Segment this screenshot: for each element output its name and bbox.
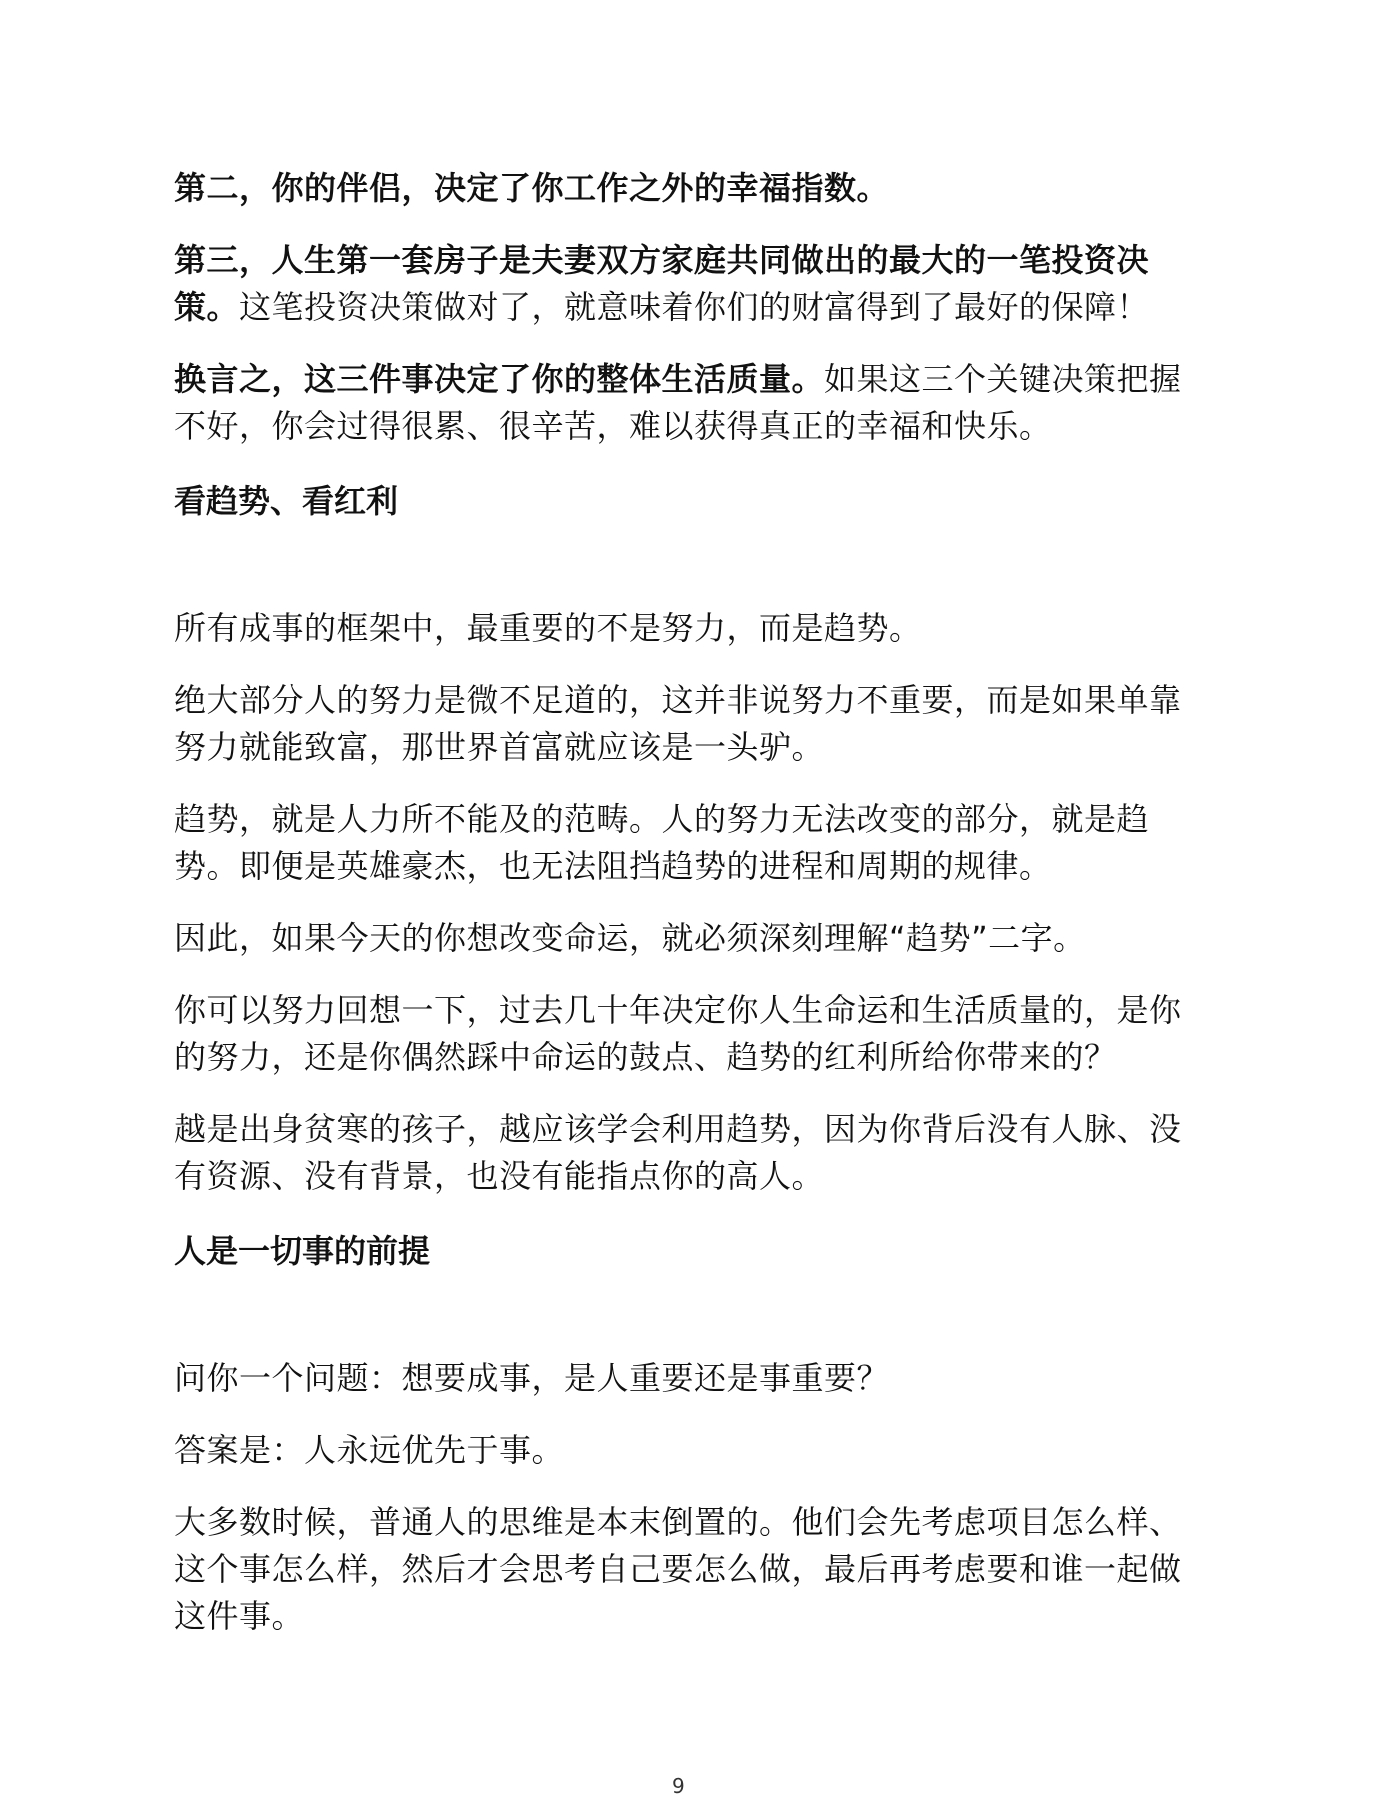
people-paragraph-3: 大多数时候，普通人的思维是本末倒置的。他们会先考虑项目怎么样、这个事怎么样，然后才会思考自己要怎么做，最后再考虑要和谁一起做这件事。 bbox=[174, 1503, 1182, 1635]
page-number: 9 bbox=[672, 1774, 685, 1798]
trend-paragraph-1: 所有成事的框架中，最重要的不是努力，而是趋势。 bbox=[174, 609, 922, 647]
paragraph-partner-bold: 第二，你的伴侣，决定了你工作之外的幸福指数。 bbox=[174, 169, 890, 207]
section-heading-trend: 看趋势、看红利 bbox=[174, 482, 399, 520]
section-heading-people: 人是一切事的前提 bbox=[174, 1232, 431, 1270]
trend-paragraph-6: 越是出身贫寒的孩子，越应该学会利用趋势，因为你背后没有人脉、没有资源、没有背景，也没有能指点你的高人。 bbox=[174, 1110, 1182, 1195]
paragraph-house-bold: 第三，人生第一套房子是夫妻双方家庭共同做出的最大的一笔投资决策。 bbox=[174, 241, 1150, 326]
paragraph-summary bbox=[174, 356, 1204, 450]
people-paragraph-1: 问你一个问题：想要成事，是人重要还是事重要？ bbox=[174, 1359, 890, 1397]
paragraph-partner bbox=[174, 165, 1204, 212]
people-paragraph-2: 答案是：人永远优先于事。 bbox=[174, 1431, 565, 1469]
paragraph-house-text: 这笔投资决策做对了，就意味着你们的财富得到了最好的保障！ bbox=[239, 288, 1150, 326]
trend-paragraph-2: 绝大部分人的努力是微不足道的，这并非说努力不重要，而是如果单靠努力就能致富，那世界首富就应该是一头驴。 bbox=[174, 681, 1182, 766]
trend-paragraph-5: 你可以努力回想一下，过去几十年决定你人生命运和生活质量的，是你的努力，还是你偶然踩中命运的鼓点、趋势的红利所给你带来的？ bbox=[174, 991, 1182, 1076]
paragraph-summary-text: 如果这三个关键决策把握不好，你会过得很累、很辛苦，难以获得真正的幸福和快乐。 bbox=[174, 360, 1182, 445]
trend-paragraph-3: 趋势，就是人力所不能及的范畴。人的努力无法改变的部分，就是趋势。即便是英雄豪杰，也无法阻挡趋势的进程和周期的规律。 bbox=[174, 800, 1150, 885]
trend-paragraph-4: 因此，如果今天的你想改变命运，就必须深刻理解“趋势”二字。 bbox=[174, 919, 1086, 957]
paragraph-summary-bold: 换言之，这三件事决定了你的整体生活质量。 bbox=[174, 360, 825, 398]
document-page bbox=[174, 165, 1204, 1640]
paragraph-house bbox=[174, 237, 1204, 331]
